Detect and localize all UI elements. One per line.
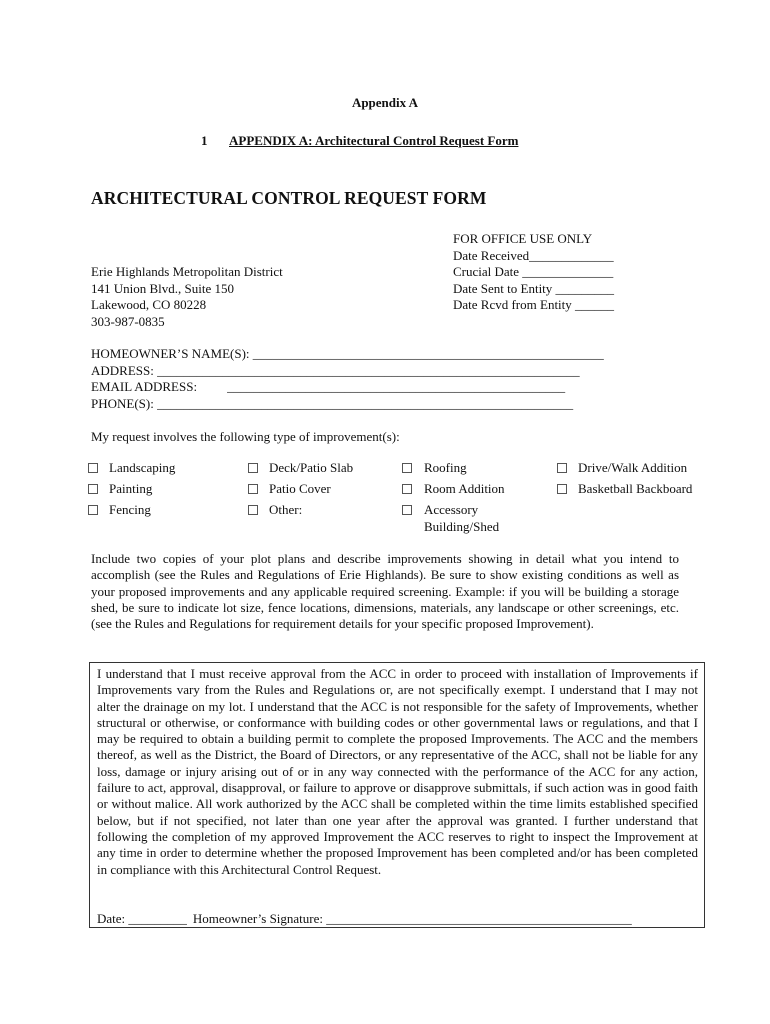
homeowner-fields [91, 345, 604, 411]
section-number: 1 [201, 133, 208, 148]
option-roofing: Roofing [424, 460, 467, 475]
homeowner-signature-field[interactable]: Homeowner’s Signature: _______________________________________________ [192, 911, 632, 926]
checkbox-landscaping[interactable] [88, 463, 98, 473]
checkbox-drive-walk-addition[interactable] [557, 463, 567, 473]
option-room-addition: Room Addition [424, 481, 505, 496]
office-use-block [453, 230, 614, 313]
office-line-crucial-date[interactable]: Crucial Date ______________ [453, 264, 614, 279]
option-other: Other: [269, 502, 303, 517]
option-landscaping: Landscaping [109, 460, 176, 475]
form-title: ARCHITECTURAL CONTROL REQUEST FORM [91, 188, 487, 208]
checkbox-room-addition[interactable] [402, 484, 412, 494]
checkbox-basketball-backboard[interactable] [557, 484, 567, 494]
checkbox-deck-patio-slab[interactable] [248, 463, 258, 473]
agreement-text: I understand that I must receive approval from the ACC in order to proceed with installation of Improvements if Improvements vary from the Rules and Regulations or, are not specifically exempt. I understand that I may not alter the drainage on my lot. I understand that the ACC is not responsible for the safety of Improvements, whether structural or otherwise, or conformance with building codes or other governmental laws or regulations, and that I may be required to obtain a building permit to complete the proposed Improvements. The ACC and the members thereof, as well as the District, the Board of Directors, or any representative of the ACC, shall not be liable for any loss, damage or injury arising out of or in any way connected with the performance of the ACC for any action, failure to act, approval, disapproval, or failure to approve or disapprove submittals, if such action was in good faith or without malice. All work authorized by the ACC shall be completed within the time limits established specified below, but if not specified, not later than one year after the approval was granted. I further understand that following the completion of my approved Improvement the ACC reserves to right to inspect the Improvement at any time in order to determine whether the proposed Improvement has been completed and/or has been completed in compliance with this Architectural Control Request. [97, 666, 698, 877]
district-city: Lakewood, CO 80228 [91, 297, 207, 312]
office-line-date-sent[interactable]: Date Sent to Entity _________ [453, 280, 615, 296]
option-basketball-backboard: Basketball Backboard [578, 481, 693, 496]
signature-row [97, 911, 632, 927]
address-field[interactable]: ADDRESS: _________________________________________________________________ [91, 362, 580, 378]
district-address [91, 263, 283, 329]
email-line[interactable]: ____________________________________________________ [227, 379, 566, 394]
appendix-label: Appendix A [351, 95, 419, 110]
email-label: EMAIL ADDRESS: [91, 379, 198, 394]
option-patio-cover: Patio Cover [269, 481, 331, 496]
option-fencing: Fencing [109, 502, 151, 517]
office-line-date-received[interactable]: Date Received_____________ [453, 247, 614, 263]
checkbox-painting[interactable] [88, 484, 98, 494]
option-deck-patio-slab: Deck/Patio Slab [269, 460, 354, 475]
phone-field[interactable]: PHONE(S): ________________________________________________________________ [91, 395, 574, 411]
option-building-shed: Building/Shed [424, 519, 500, 534]
homeowner-name-field[interactable]: HOMEOWNER’S NAME(S): ______________________________________________________ [91, 346, 604, 361]
option-accessory: Accessory [424, 502, 479, 517]
section-title: APPENDIX A: Architectural Control Request Form [229, 133, 519, 148]
section-heading [201, 133, 518, 149]
request-intro: My request involves the following type of improvement(s): [91, 429, 400, 444]
checkbox-roofing[interactable] [402, 463, 412, 473]
option-painting: Painting [109, 481, 153, 496]
checkbox-patio-cover[interactable] [248, 484, 258, 494]
date-field[interactable]: Date: _________ [97, 911, 187, 926]
district-phone: 303-987-0835 [91, 313, 165, 329]
checkbox-fencing[interactable] [88, 505, 98, 515]
option-drive-walk-addition: Drive/Walk Addition [578, 460, 688, 475]
email-field[interactable] [91, 378, 604, 395]
district-street: 141 Union Blvd., Suite 150 [91, 280, 235, 296]
office-use-heading: FOR OFFICE USE ONLY [453, 231, 593, 246]
checkbox-other[interactable] [248, 505, 258, 515]
office-line-date-rcvd[interactable]: Date Rcvd from Entity ______ [453, 297, 615, 312]
district-name: Erie Highlands Metropolitan District [91, 264, 283, 279]
checkbox-accessory-building-shed[interactable] [402, 505, 412, 515]
instructions-paragraph: Include two copies of your plot plans and describe improvements showing in detail what you intend to accomplish (see the Rules and Regulations of Erie Highlands). Be sure to show existing conditions as well as your proposed improvements and any applicable required screening. Example: if you will be building a storage shed, be sure to indicate lot size, fence locations, dimensions, materials, any landscape or other screenings, etc. (see the Rules and Regulations for requirement details for your specific proposed Improvement). [91, 551, 679, 632]
